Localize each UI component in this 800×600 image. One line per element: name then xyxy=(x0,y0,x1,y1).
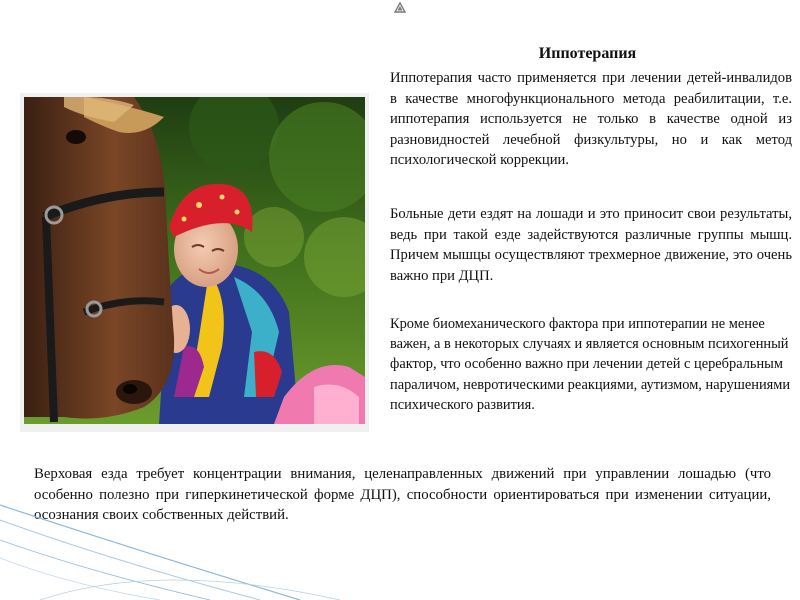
paragraph-psychogenic-factor: Кроме биомеханического фактора при иппотерапии не менее важен, а в некоторых случаях и является основным психогенный фактор, что особенно важно при лечении детей с церебральным параличом, невротическими реакциями, аутизмом, нарушениями психического развития. xyxy=(390,316,791,413)
paragraph-muscle-groups: Больные дети ездят на лошади и это приносит свои результаты, ведь при такой езде задействуются различные группы мышц. Причем мышцы осуществляют трехмерное движение, это очень важно при ДЦП. xyxy=(390,206,792,284)
photo-frame xyxy=(20,93,369,432)
bottom-paragraph: Верховая езда требует концентрации внимания, целенаправленных движений при управлении лошадью (что особенно полезно при гиперкинетической форме ДЦП), способности ориентироваться при изменении ситуации, осознания своих собственных действий. xyxy=(34,466,771,524)
slide-title: Иппотерапия xyxy=(538,45,637,62)
horse-child-photo xyxy=(24,97,365,424)
recycle-logo-icon xyxy=(392,2,408,14)
paragraph-hippotherapy-use: Иппотерапия часто применяется при лечении детей-инвалидов в качестве многофункционального метода реабилитации, т.е. иппотерапия используется не только в качестве одной из разновидностей лечебной физкультуры, но и как метод психологической коррекции. xyxy=(390,70,792,169)
